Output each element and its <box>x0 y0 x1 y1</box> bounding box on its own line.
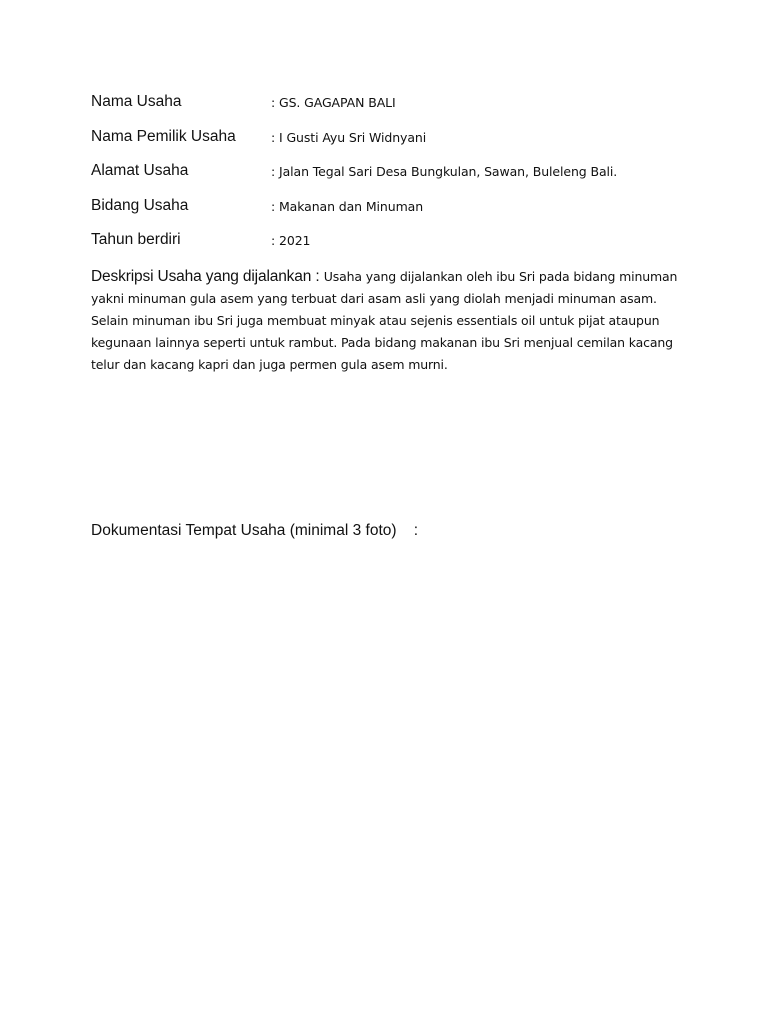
business-description <box>91 266 691 376</box>
field-row-tahun-berdiri <box>91 230 691 254</box>
description-label: Deskripsi Usaha yang dijalankan <box>91 268 312 285</box>
field-value: : 2021 <box>271 233 311 248</box>
field-label: Alamat Usaha <box>91 162 189 179</box>
description-text: Usaha yang dijalankan oleh ibu Sri pada bidang minuman yakni minuman gula asem yang terbuat dari asam asli yang diolah menjadi minuman asam. Selain minuman ibu Sri juga membuat minyak atau sejenis essentials oil untuk pijat ataupun kegunaan lainnya seperti untuk rambut. Pada bidang makanan ibu Sri menjual cemilan kacang telur dan kacang kapri dan juga permen gula asem murni. <box>91 269 678 372</box>
field-value: : Makanan dan Minuman <box>271 199 424 214</box>
field-value: : I Gusti Ayu Sri Widnyani <box>271 130 427 145</box>
field-row-nama-pemilik <box>91 127 691 151</box>
field-label: Nama Pemilik Usaha <box>91 128 236 145</box>
field-label: Bidang Usaha <box>91 197 189 214</box>
field-row-alamat-usaha <box>91 161 691 185</box>
description-colon: : <box>311 268 324 285</box>
documentation-heading: Dokumentasi Tempat Usaha (minimal 3 foto) : <box>91 522 419 539</box>
field-label: Tahun berdiri <box>91 231 181 248</box>
field-row-nama-usaha <box>91 92 691 116</box>
field-value: : GS. GAGAPAN BALI <box>271 95 396 110</box>
field-label: Nama Usaha <box>91 93 182 110</box>
field-row-bidang-usaha <box>91 196 691 220</box>
field-value: : Jalan Tegal Sari Desa Bungkulan, Sawan, Buleleng Bali. <box>271 164 618 179</box>
